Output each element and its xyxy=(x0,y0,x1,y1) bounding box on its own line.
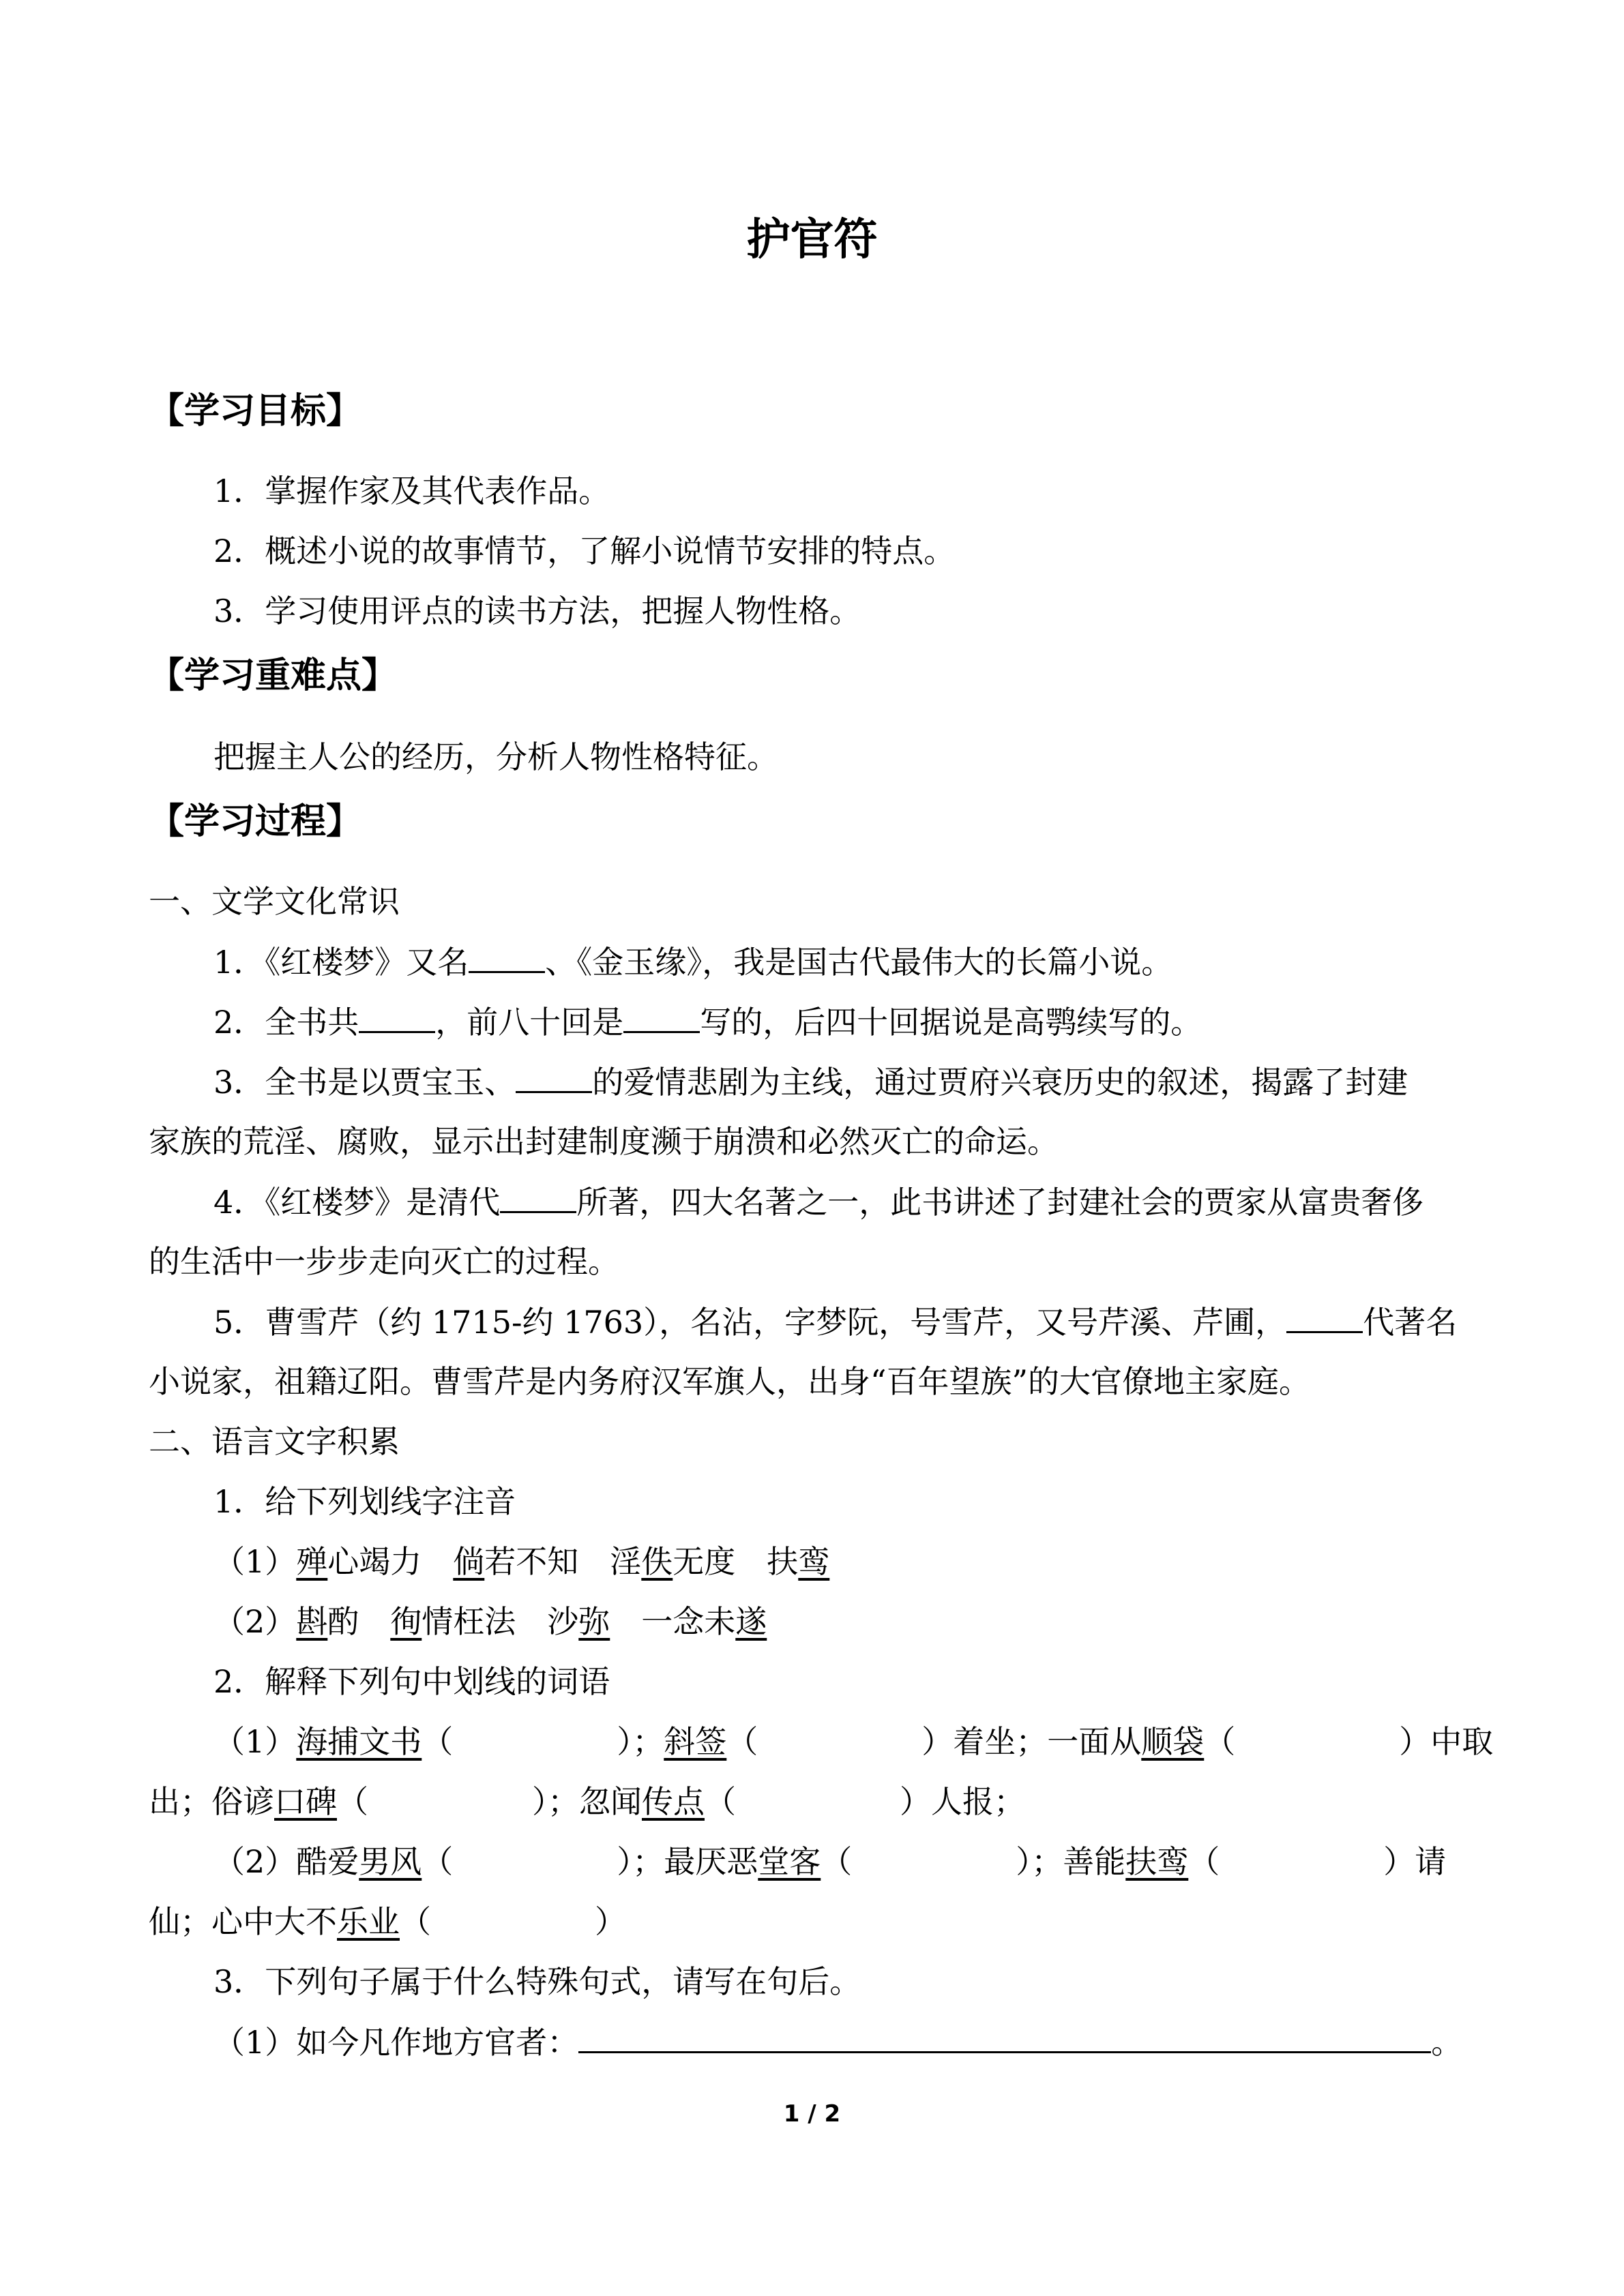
row2-word3-start: 沙 xyxy=(547,1603,579,1640)
e1-p1-close: ）； xyxy=(617,1723,664,1760)
pinyin-row-2 xyxy=(213,1601,767,1642)
e2-p4-open: （ xyxy=(400,1903,431,1940)
e2-p4-close: ） xyxy=(595,1903,626,1940)
row2-word4-start: 一念未 xyxy=(641,1603,736,1640)
q4-text-a: 4．《红楼梦》是清代 xyxy=(213,1184,501,1221)
explain-row-2-line2 xyxy=(149,1901,626,1942)
q1-blank[interactable] xyxy=(469,941,545,973)
s3-q1-end: 。 xyxy=(1431,2024,1463,2061)
q2-text-b: ，前八十回是 xyxy=(435,1004,624,1041)
q3-text-b: 的爱情悲剧为主线，通过贾府兴衰历史的叙述，揭露了封建 xyxy=(592,1064,1408,1101)
e2-p1-close: ）；最厌恶 xyxy=(617,1843,758,1880)
part2-s2: 2．解释下列句中划线的词语 xyxy=(213,1663,610,1700)
q2-text-c: 写的，后四十回据说是高鹗续写的。 xyxy=(700,1004,1202,1041)
objective-1: 1．掌握作家及其代表作品。 xyxy=(213,473,610,509)
pinyin-row-1 xyxy=(213,1541,829,1582)
keypoints-text: 把握主人公的经历，分析人物性格特征。 xyxy=(213,739,778,775)
e1-line2-start: 出；俗谚 xyxy=(149,1783,274,1820)
row2-word1-rest: 酌 xyxy=(327,1603,359,1640)
part1-q3-line2: 家族的荒淫、腐败，显示出封建制度濒于崩溃和必然灭亡的命运。 xyxy=(149,1123,1059,1160)
q4-blank[interactable] xyxy=(500,1181,576,1213)
part1-q1 xyxy=(213,941,1172,983)
explain-row-2-line1 xyxy=(213,1841,1446,1882)
e1-p2-open: （ xyxy=(726,1723,758,1760)
e1-prefix: （1） xyxy=(213,1723,297,1760)
e2-prefix: （2）酷爱 xyxy=(213,1843,359,1880)
part1-q4-line1 xyxy=(213,1181,1423,1223)
part2-heading: 二、语言文字积累 xyxy=(149,1423,400,1460)
row1-word3-underlined: 佚 xyxy=(641,1543,673,1580)
s3-q1-blank[interactable] xyxy=(578,2021,1431,2053)
e1-p4-open: （ xyxy=(337,1783,368,1820)
e2-p3-close: ）请 xyxy=(1383,1843,1447,1880)
e1-p2-close: ）着坐；一面从 xyxy=(921,1723,1142,1760)
part1-q5-line2: 小说家，祖籍辽阳。曹雪芹是内务府汉军旗人，出身“百年望族”的大官僚地主家庭。 xyxy=(149,1363,1311,1400)
q2-blank-2[interactable] xyxy=(623,1001,700,1033)
q1-text-b: 、《金玉缘》，我是国古代最伟大的长篇小说。 xyxy=(545,944,1173,981)
keypoints-heading: 【学习重难点】 xyxy=(149,655,398,696)
q5-text-a: 5．曹雪芹（约 1715-约 1763），名沾，字梦阮，号雪芹，又号芹溪、芹圃， xyxy=(213,1304,1287,1341)
row1-word2-underlined: 倘 xyxy=(453,1543,485,1580)
e2-p2-open: （ xyxy=(821,1843,853,1880)
part1-q3-line1 xyxy=(213,1061,1408,1103)
e1-p5-open: （ xyxy=(705,1783,736,1820)
part1-q5-line1 xyxy=(213,1301,1457,1343)
row2-word2-underlined: 徇 xyxy=(390,1603,422,1640)
row1-word3-rest: 无度 xyxy=(673,1543,736,1580)
row2-word4-underlined: 遂 xyxy=(735,1603,767,1640)
row2-prefix: （2） xyxy=(213,1603,297,1640)
e2-term1: 男风 xyxy=(359,1843,422,1880)
s3-q1-text: （1）如今凡作地方官者： xyxy=(213,2024,579,2061)
q3-text-a: 3．全书是以贾宝玉、 xyxy=(213,1064,516,1101)
e1-term4: 口碑 xyxy=(274,1783,337,1820)
e2-term4: 乐业 xyxy=(337,1903,400,1940)
row1-word4-start: 扶 xyxy=(767,1543,799,1580)
e2-p2-close: ）；善能 xyxy=(1016,1843,1126,1880)
q2-text-a: 2．全书共 xyxy=(213,1004,359,1041)
e1-p3-open: （ xyxy=(1204,1723,1236,1760)
part1-heading: 一、文学文化常识 xyxy=(149,883,400,920)
e1-term5: 传点 xyxy=(642,1783,705,1820)
e2-term3: 扶鸾 xyxy=(1125,1843,1189,1880)
page-number: 1 / 2 xyxy=(783,2100,841,2128)
part1-q2 xyxy=(213,1001,1202,1043)
row1-prefix: （1） xyxy=(213,1543,297,1580)
e1-term1: 海捕文书 xyxy=(296,1723,422,1760)
part2-s1: 1．给下列划线字注音 xyxy=(213,1483,516,1520)
e2-line2-start: 仙；心中大不 xyxy=(149,1903,337,1940)
e1-p1-open: （ xyxy=(422,1723,454,1760)
row2-word1-underlined: 斟 xyxy=(296,1603,328,1640)
e2-p1-open: （ xyxy=(422,1843,454,1880)
e1-term3: 顺袋 xyxy=(1141,1723,1205,1760)
sentence-type-q1 xyxy=(213,2021,1462,2063)
q1-text-a: 1．《红楼梦》又名 xyxy=(213,944,469,981)
objective-2: 2．概述小说的故事情节，了解小说情节安排的特点。 xyxy=(213,533,956,569)
page-title: 护官符 xyxy=(746,215,878,265)
q5-blank[interactable] xyxy=(1286,1301,1363,1333)
e1-term2: 斜签 xyxy=(664,1723,727,1760)
row2-word3-underlined: 弥 xyxy=(578,1603,610,1640)
explain-row-1-line1 xyxy=(213,1721,1493,1762)
e1-p3-close: ）中取 xyxy=(1399,1723,1494,1760)
objectives-heading: 【学习目标】 xyxy=(149,391,362,432)
part2-s3: 3．下列句子属于什么特殊句式，请写在句后。 xyxy=(213,1963,861,2000)
row1-word1-underlined: 殚 xyxy=(296,1543,328,1580)
process-heading: 【学习过程】 xyxy=(149,801,362,842)
objective-3: 3．学习使用评点的读书方法，把握人物性格。 xyxy=(213,593,861,629)
q5-text-b: 代著名 xyxy=(1363,1304,1458,1341)
e1-p4-close: ）；忽闻 xyxy=(532,1783,642,1820)
row2-word2-rest: 情枉法 xyxy=(422,1603,516,1640)
e1-p5-close: ）人报； xyxy=(900,1783,1025,1820)
q3-blank[interactable] xyxy=(516,1061,592,1093)
part1-q4-line2: 的生活中一步步走向灭亡的过程。 xyxy=(149,1243,619,1280)
q4-text-b: 所著，四大名著之一，此书讲述了封建社会的贾家从富贵奢侈 xyxy=(576,1184,1424,1221)
row1-word4-underlined: 鸾 xyxy=(798,1543,830,1580)
q2-blank-1[interactable] xyxy=(359,1001,435,1033)
row1-word1-rest: 心竭力 xyxy=(327,1543,422,1580)
row1-word2-rest: 若不知 xyxy=(484,1543,579,1580)
explain-row-1-line2 xyxy=(149,1781,1025,1822)
e2-p3-open: （ xyxy=(1188,1843,1220,1880)
row1-word3-start: 淫 xyxy=(610,1543,642,1580)
e2-term2: 堂客 xyxy=(758,1843,821,1880)
